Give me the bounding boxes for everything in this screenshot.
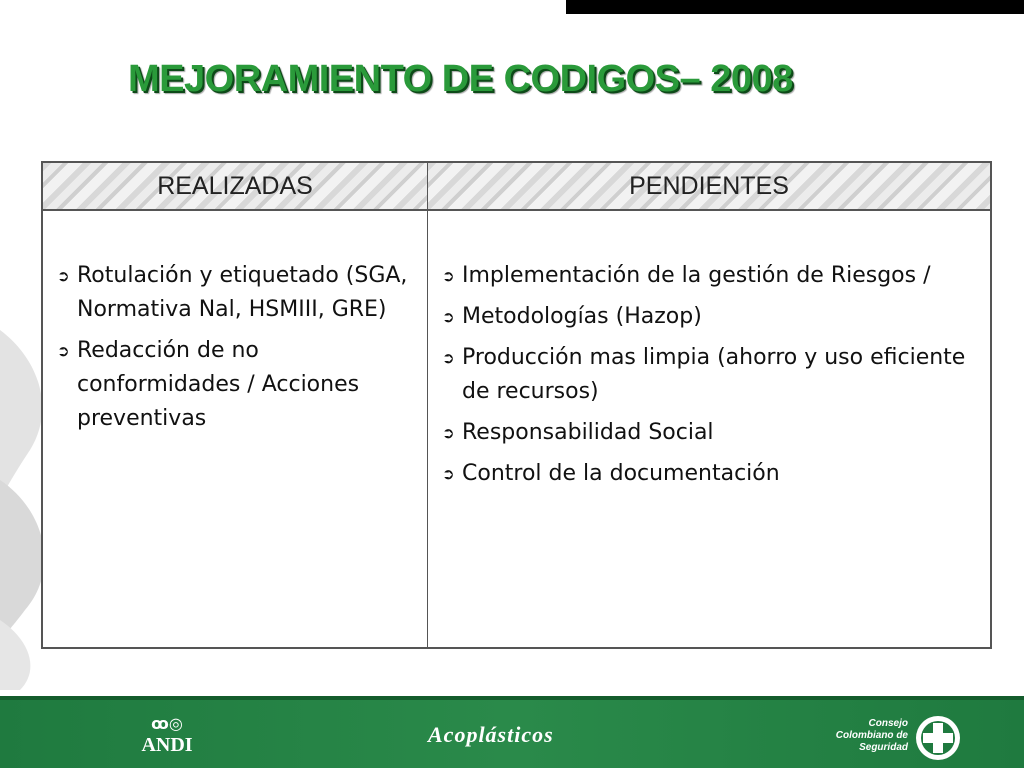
andi-logo: [132, 714, 202, 756]
council-logo-text: [812, 718, 908, 754]
pendientes-column: [428, 163, 990, 647]
arrow-bullet-icon: ➲: [442, 465, 455, 483]
top-black-bar: [566, 0, 1024, 14]
council-line: Seguridad: [859, 742, 908, 753]
realizadas-list: [43, 211, 427, 436]
pendientes-header: PENDIENTES: [428, 163, 990, 211]
list-item-text: Producción mas limpia (ahorro y uso eficiente de recursos): [462, 345, 966, 404]
realizadas-header: REALIZADAS: [43, 163, 427, 211]
arrow-bullet-icon: ➲: [442, 424, 455, 442]
list-item: [57, 259, 413, 327]
realizadas-column: [43, 163, 428, 647]
list-item-text: Metodologías (Hazop): [462, 304, 702, 329]
arrow-bullet-icon: ➲: [57, 342, 70, 360]
list-item: [57, 334, 413, 436]
arrow-bullet-icon: ➲: [442, 267, 455, 285]
list-item: [442, 341, 976, 409]
list-item-text: Responsabilidad Social: [462, 420, 714, 445]
andi-mark-icon: ꝏ◎: [151, 714, 183, 733]
list-item-text: Redacción de no conformidades / Acciones preventivas: [77, 338, 360, 431]
andi-logo-text: ANDI: [141, 734, 193, 756]
list-item: [442, 457, 976, 491]
arrow-bullet-icon: ➲: [442, 308, 455, 326]
council-line: Colombiano de: [835, 730, 908, 741]
page-title: MEJORAMIENTO DE CODIGOS– 2008: [128, 58, 793, 100]
comparison-table: [41, 161, 992, 649]
list-item-text: Rotulación y etiquetado (SGA, Normativa Nal, HSMIII, GRE): [77, 263, 408, 322]
arrow-bullet-icon: ➲: [442, 349, 455, 367]
safety-cross-icon: [914, 714, 962, 762]
list-item-text: Control de la documentación: [462, 461, 780, 486]
list-item: [442, 416, 976, 450]
arrow-bullet-icon: ➲: [57, 267, 70, 285]
list-item-text: Implementación de la gestión de Riesgos /: [462, 263, 931, 288]
acoplasticos-logo: Acoplásticos: [428, 722, 554, 747]
list-item: [442, 259, 976, 293]
list-item: [442, 300, 976, 334]
pendientes-list: [428, 211, 990, 491]
council-line: Consejo: [868, 718, 908, 729]
